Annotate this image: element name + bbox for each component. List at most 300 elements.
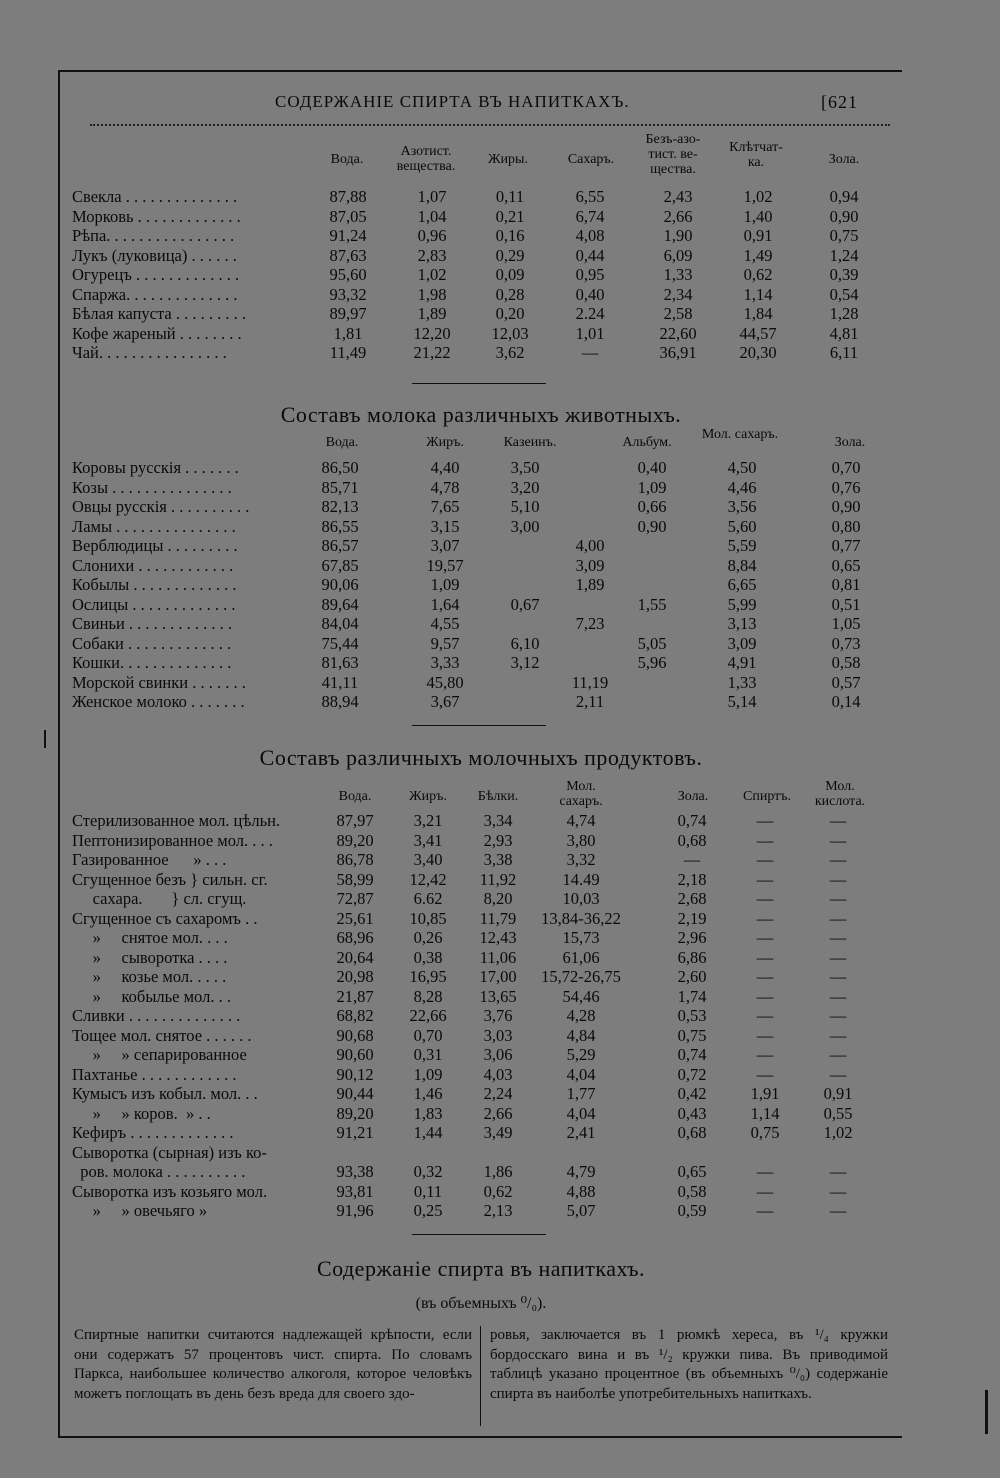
row-label: » кобылье мол. . . (72, 986, 231, 1006)
table-cell: 0,58 (831, 653, 861, 672)
row-label: Лукъ (луковица) . . . . . . (72, 245, 237, 265)
table-cell: 1,14 (750, 1103, 780, 1123)
table-row (60, 1026, 902, 1045)
table-cell: 1,28 (829, 304, 859, 323)
table-row (60, 497, 902, 516)
table-cell: — (756, 869, 774, 889)
table-cell: 0,65 (677, 1162, 707, 1181)
table-cell: 15,73 (562, 928, 600, 947)
row-label: Пептонизированное мол. . . . (72, 830, 273, 850)
table-cell: 2,60 (677, 967, 707, 986)
table-cell: 0,31 (413, 1045, 443, 1064)
table-row (60, 1045, 902, 1064)
table-row (60, 1065, 902, 1084)
table-cell: 0,68 (677, 1123, 707, 1142)
table-cell: 8,84 (727, 555, 757, 575)
table-cell: 4,04 (566, 1103, 596, 1123)
table-cell: 8,28 (413, 986, 443, 1006)
text-column-right: ровья, заключается въ 1 рюмкѣ хереса, въ ¹/₄ кружки бордосскаго вина и въ ¹/₂ кружки пива. Въ приводимой таблицѣ указано процентное (въ объемныхъ ⁰/₀) содержанiе спирта въ наиболѣе употребительныхъ напиткахъ. (490, 1327, 888, 1402)
row-label: Сгущенное съ сахаромъ . . (72, 908, 258, 928)
table-cell: — (829, 1006, 847, 1025)
table-cell: 36,91 (659, 343, 697, 362)
table-cell: 0,16 (495, 226, 525, 245)
column-header: Сахаръ. (567, 152, 615, 167)
table-cell: 6,55 (575, 187, 605, 206)
column-header: Клѣтчат- ка. (729, 140, 783, 170)
table-cell: 0,75 (750, 1123, 780, 1142)
table-cell: 1,89 (575, 575, 605, 594)
table-cell: 11,79 (479, 908, 517, 928)
table-cell: 1,09 (637, 477, 667, 497)
table-cell: 3,06 (483, 1045, 513, 1064)
table-cell: 3,20 (510, 477, 540, 497)
table-cell: 2,58 (663, 304, 693, 323)
table-cell: 0,44 (575, 245, 605, 265)
table-cell: 0,25 (413, 1201, 443, 1220)
table-cell: 1,33 (663, 265, 693, 284)
table-cell: 1,09 (413, 1064, 443, 1084)
row-label: » » сепарированное (72, 1045, 247, 1064)
table-row (60, 556, 902, 575)
table-cell: 4,55 (430, 614, 460, 633)
table-cell: 5,29 (566, 1045, 596, 1064)
table-cell: 3,67 (430, 692, 460, 711)
book-page (58, 70, 902, 1438)
column-header: Зола. (834, 435, 866, 450)
table-cell: 2,18 (677, 869, 707, 889)
table-cell: 0,51 (831, 594, 861, 614)
table-cell: 72,87 (336, 889, 374, 908)
table-cell: 2,66 (483, 1103, 513, 1123)
column-header: Бѣлки. (477, 789, 519, 804)
margin-mark (44, 730, 46, 748)
table-cell: 2,19 (677, 908, 707, 928)
table-cell: — (756, 889, 774, 908)
table-cell: 0,67 (510, 594, 540, 614)
column-header: Зола. (677, 789, 709, 804)
table-cell: — (829, 1025, 847, 1045)
table-cell: 1,14 (743, 284, 773, 304)
table-cell: 2,68 (677, 889, 707, 908)
table-cell: 86,55 (321, 516, 359, 536)
table-cell: 68,96 (336, 928, 374, 947)
table-cell: — (756, 1201, 774, 1220)
table-cell: 3,09 (727, 633, 757, 653)
table-cell: 1,86 (483, 1162, 513, 1181)
table-cell: 5,10 (510, 497, 540, 516)
table-cell: 1,81 (333, 323, 363, 343)
table-row (60, 1182, 902, 1201)
table-cell: 0,40 (575, 284, 605, 304)
table-cell: 1,84 (743, 304, 773, 323)
row-label: Ослицы . . . . . . . . . . . . . (72, 594, 236, 614)
column-header: Спиртъ. (743, 789, 791, 804)
column-header: Жиръ. (426, 435, 464, 450)
table-cell: — (756, 1162, 774, 1181)
table-cell: 89,20 (336, 1103, 374, 1123)
table-row (60, 928, 902, 947)
table-cell: 91,21 (336, 1123, 374, 1142)
row-label: сахара. } сл. сгущ. (72, 889, 247, 908)
table-cell: 0,20 (495, 304, 525, 323)
row-label: Огурецъ . . . . . . . . . . . . . (72, 265, 240, 284)
table-cell: 87,88 (329, 187, 367, 206)
row-label: Кошки. . . . . . . . . . . . . . (72, 653, 232, 672)
table-cell: 3,49 (483, 1123, 513, 1142)
column-header: Безъ-азо- тист. ве- щества. (645, 132, 701, 177)
table-cell: 3,80 (566, 830, 596, 850)
table-cell: 21,87 (336, 986, 374, 1006)
table-cell: 58,99 (336, 869, 374, 889)
row-label: Морской свинки . . . . . . . (72, 672, 246, 692)
table-cell: 11,92 (479, 869, 517, 889)
table-cell: 4,04 (566, 1064, 596, 1084)
table-cell: — (829, 1162, 847, 1181)
table-cell: — (829, 986, 847, 1006)
table-row (60, 343, 902, 362)
table-row (60, 692, 902, 711)
table-cell: 4,40 (430, 458, 460, 477)
table-row (60, 987, 902, 1006)
row-label: Кумысъ изъ кобыл. мол. . . (72, 1084, 258, 1103)
table-cell: 93,38 (336, 1162, 374, 1181)
table-cell: 3,33 (430, 653, 460, 672)
table-cell: 1,77 (566, 1084, 596, 1103)
table-cell: 11,49 (329, 343, 367, 362)
table-cell: 2,41 (566, 1123, 596, 1142)
header-rule (90, 118, 890, 126)
table-row (60, 207, 902, 226)
table-cell: 20,98 (336, 967, 374, 986)
table-cell: 3,21 (413, 811, 443, 830)
table-cell: 8,20 (483, 889, 513, 908)
table-cell: 1,49 (743, 245, 773, 265)
table-cell: 0,91 (823, 1084, 853, 1103)
row-label: Сливки . . . . . . . . . . . . . . (72, 1006, 241, 1025)
alcohol-section-title: Содержанiе спирта въ напиткахъ. (316, 1256, 646, 1281)
section-divider (412, 383, 546, 384)
table-cell: 2,13 (483, 1201, 513, 1220)
table-cell: 5,05 (637, 633, 667, 653)
table-row (60, 1201, 902, 1220)
table-cell: 1,01 (575, 323, 605, 343)
row-label: Кофе жареный . . . . . . . . (72, 323, 242, 343)
column-header: Мол. сахаръ. (701, 427, 779, 442)
table-cell: 9,57 (430, 633, 460, 653)
table-cell: 1,24 (829, 245, 859, 265)
table-cell: 90,12 (336, 1064, 374, 1084)
table-cell: 95,60 (329, 265, 367, 284)
table-cell: 2,24 (483, 1084, 513, 1103)
table-cell: 7,65 (430, 497, 460, 516)
table-cell: 5,07 (566, 1201, 596, 1220)
table-cell: 1,07 (417, 187, 447, 206)
table-cell: 12,20 (413, 323, 451, 343)
table-cell: 6,10 (510, 633, 540, 653)
row-label: Верблюдицы . . . . . . . . . (72, 536, 238, 555)
text-column-left: Спиртные напитки считаются надлежащей крѣпости, если они содержатъ 57 процентовъ чист. спирта. По словамъ Паркса, наибольшее количество алкоголя, которое человѣкъ можетъ поглощать въ день безъ вреда для своего здо- (74, 1327, 472, 1402)
table-cell: 4,46 (727, 477, 757, 497)
table-cell: 6,86 (677, 947, 707, 967)
table-cell: 4,08 (575, 226, 605, 245)
table-cell: 1,02 (743, 187, 773, 206)
table-cell: — (756, 928, 774, 947)
table-cell: 0,65 (831, 555, 861, 575)
running-head (60, 92, 902, 116)
table-cell: 0,55 (823, 1103, 853, 1123)
table-cell: — (756, 986, 774, 1006)
row-label: Сгущенное безъ } сильн. сг. (72, 869, 268, 889)
table-cell: 3,00 (510, 516, 540, 536)
table-cell: 3,13 (727, 614, 757, 633)
table-cell: 4,03 (483, 1064, 513, 1084)
table-cell: 4,91 (727, 653, 757, 672)
table-cell: 87,05 (329, 206, 367, 226)
table-cell: 86,78 (336, 850, 374, 869)
table-cell: 67,85 (321, 555, 359, 575)
table-cell: 0,39 (829, 265, 859, 284)
table-cell: — (829, 1201, 847, 1220)
table-cell: 1,05 (831, 614, 861, 633)
table-cell: 12,03 (491, 323, 529, 343)
table-cell: 10,85 (409, 908, 447, 928)
table-cell: 4,81 (829, 323, 859, 343)
table-cell: 0,09 (495, 265, 525, 284)
table-cell: 14.49 (562, 869, 600, 889)
table-row (60, 478, 902, 497)
table-row (60, 909, 902, 928)
column-header: Мол. кислота. (814, 779, 866, 809)
table-cell: 3,76 (483, 1006, 513, 1025)
row-label: Ламы . . . . . . . . . . . . . . . (72, 516, 236, 536)
table-cell: — (829, 850, 847, 869)
table-cell: 87,97 (336, 811, 374, 830)
table-cell: 2.24 (575, 304, 605, 323)
table-cell: 0,77 (831, 536, 861, 555)
row-label: » » овечьяго » (72, 1201, 208, 1220)
table-cell: — (756, 1006, 774, 1025)
table-cell: 4,74 (566, 811, 596, 830)
table-cell: 2,96 (677, 928, 707, 947)
table-cell: 54,46 (562, 986, 600, 1006)
table-cell: 41,11 (321, 672, 359, 692)
table-cell: 2,83 (417, 245, 447, 265)
row-label: Коровы русскія . . . . . . . (72, 458, 239, 477)
table-cell: — (756, 1025, 774, 1045)
table-cell: — (829, 1045, 847, 1064)
table-cell: — (756, 1064, 774, 1084)
column-header: Мол. сахаръ. (559, 779, 603, 809)
table-cell: 2,11 (575, 692, 605, 711)
column-header: Вода. (330, 152, 364, 167)
table-cell: 0,90 (829, 206, 859, 226)
row-label: ров. молока . . . . . . . . . . (72, 1162, 246, 1181)
table-cell: 6,65 (727, 575, 757, 594)
table-cell: 82,13 (321, 497, 359, 516)
table-cell: 0,21 (495, 206, 525, 226)
row-label: Свекла . . . . . . . . . . . . . . (72, 187, 238, 206)
table-cell: 3,50 (510, 458, 540, 477)
table-cell: 0,94 (829, 187, 859, 206)
table-cell: 0,29 (495, 245, 525, 265)
table-row (60, 517, 902, 536)
table-cell: — (829, 830, 847, 850)
row-label: Свиньи . . . . . . . . . . . . . (72, 614, 233, 633)
table-cell: 2,43 (663, 187, 693, 206)
table-cell: 0,62 (483, 1181, 513, 1201)
row-label: » сыворотка . . . . (72, 947, 228, 967)
table-cell: 5,96 (637, 653, 667, 672)
column-header: Азотист. вещества. (396, 144, 456, 174)
table-cell: 45,80 (426, 672, 464, 692)
table-cell: — (829, 869, 847, 889)
table-row (60, 595, 902, 614)
table-cell: 90,44 (336, 1084, 374, 1103)
table-cell: 3,07 (430, 536, 460, 555)
row-label: Собаки . . . . . . . . . . . . . (72, 633, 232, 653)
table-cell: — (829, 967, 847, 986)
table-cell: 3,03 (483, 1025, 513, 1045)
table-row (60, 948, 902, 967)
table-cell: 5,60 (727, 516, 757, 536)
row-label: Тощее мол. снятое . . . . . . (72, 1025, 252, 1045)
table-cell: 6,11 (829, 343, 859, 362)
table-cell: 0,73 (831, 633, 861, 653)
table-cell: 1,40 (743, 206, 773, 226)
table-row (60, 536, 902, 555)
table-cell: 22,60 (659, 323, 697, 343)
table-cell: — (829, 811, 847, 830)
section-divider (412, 1234, 546, 1235)
table-cell: 1,33 (727, 672, 757, 692)
table-cell: 90,60 (336, 1045, 374, 1064)
table-cell: 1,09 (430, 575, 460, 594)
table-row (60, 1084, 902, 1103)
table-cell: — (756, 1045, 774, 1064)
table-cell: 0,62 (743, 265, 773, 284)
table-cell: 0,57 (831, 672, 861, 692)
table-cell: 91,24 (329, 226, 367, 245)
table-cell: 89,97 (329, 304, 367, 323)
table-cell: 6,74 (575, 206, 605, 226)
row-label: Женское молоко . . . . . . . (72, 692, 245, 711)
table-cell: 10,03 (562, 889, 600, 908)
table-cell: 5,59 (727, 536, 757, 555)
table-cell: 4,00 (575, 536, 605, 555)
table-cell: 81,63 (321, 653, 359, 672)
table-cell: 89,20 (336, 830, 374, 850)
table-cell: 1,89 (417, 304, 447, 323)
row-label: Спаржа. . . . . . . . . . . . . . (72, 284, 238, 304)
row-label: Кобылы . . . . . . . . . . . . . (72, 575, 237, 594)
margin-mark (985, 1390, 988, 1434)
table-cell: 19,57 (426, 555, 464, 575)
column-divider (480, 1326, 481, 1426)
table-cell: 0,42 (677, 1084, 707, 1103)
running-title: СОДЕРЖАНIЕ СПИРТА ВЪ НАПИТКАХЪ. (275, 92, 630, 111)
table-row (60, 187, 902, 206)
table-cell: 21,22 (413, 343, 451, 362)
table-row (60, 285, 902, 304)
table-cell: 3,62 (495, 343, 525, 362)
table-cell: 93,81 (336, 1181, 374, 1201)
table-cell: 1,02 (823, 1123, 853, 1142)
table-row (60, 653, 902, 672)
table-cell: 1,83 (413, 1103, 443, 1123)
table-cell: 7,23 (575, 614, 605, 633)
row-label: Овцы русскія . . . . . . . . . . (72, 497, 250, 516)
table-cell: 25,61 (336, 908, 374, 928)
table-cell: 5,99 (727, 594, 757, 614)
column-header: Вода. (325, 435, 359, 450)
table-cell: 91,96 (336, 1201, 374, 1220)
table-cell: 1,90 (663, 226, 693, 245)
row-label: Слонихи . . . . . . . . . . . . (72, 555, 234, 575)
table-row (60, 226, 902, 245)
table-cell: 6.62 (413, 889, 443, 908)
table-row (60, 304, 902, 323)
table-cell: 16,95 (409, 967, 447, 986)
table-cell: 0,76 (831, 477, 861, 497)
table-cell: — (756, 1181, 774, 1201)
column-header: Зола. (828, 152, 860, 167)
table-cell: 86,50 (321, 458, 359, 477)
table-cell: 0,68 (677, 830, 707, 850)
column-header: Вода. (338, 789, 372, 804)
table-cell: 0,53 (677, 1006, 707, 1025)
table-cell: 0,96 (417, 226, 447, 245)
table-cell: — (756, 850, 774, 869)
table-row (60, 831, 902, 850)
row-label: » снятое мол. . . . (72, 928, 228, 947)
table-cell: 89,64 (321, 594, 359, 614)
column-header: Жиры. (488, 152, 528, 167)
table-cell: — (829, 908, 847, 928)
table-cell: 3,34 (483, 811, 513, 830)
table-cell: 4,84 (566, 1025, 596, 1045)
table-cell: 0,95 (575, 265, 605, 284)
table-cell: 0,14 (831, 692, 861, 711)
table-row (60, 1162, 902, 1181)
table-row (60, 673, 902, 692)
table-cell: 0,70 (831, 458, 861, 477)
table-row (60, 1123, 902, 1142)
table-cell: 2,93 (483, 830, 513, 850)
table-cell: 61,06 (562, 947, 600, 967)
table-cell: — (756, 908, 774, 928)
table-cell: 17,00 (479, 967, 517, 986)
table-cell: 1,74 (677, 986, 707, 1006)
table-cell: — (581, 343, 599, 362)
row-label: Газированное » . . . (72, 850, 227, 869)
table-cell: 13,84-36,22 (541, 908, 621, 928)
table-cell: 3,40 (413, 850, 443, 869)
table-cell: 1,64 (430, 594, 460, 614)
table-cell: 0,74 (677, 1045, 707, 1064)
table-cell: 90,06 (321, 575, 359, 594)
table-cell: 0,66 (637, 497, 667, 516)
table-cell: 68,82 (336, 1006, 374, 1025)
table-row (60, 870, 902, 889)
table-cell: 44,57 (739, 323, 777, 343)
table-cell: 4,28 (566, 1006, 596, 1025)
table-cell: 0,75 (677, 1025, 707, 1045)
section-divider (412, 725, 546, 726)
table-cell: — (756, 811, 774, 830)
row-label: Стерилизованное мол. цѣльн. (72, 811, 281, 830)
table-cell: 84,04 (321, 614, 359, 633)
table-cell: 3,56 (727, 497, 757, 516)
